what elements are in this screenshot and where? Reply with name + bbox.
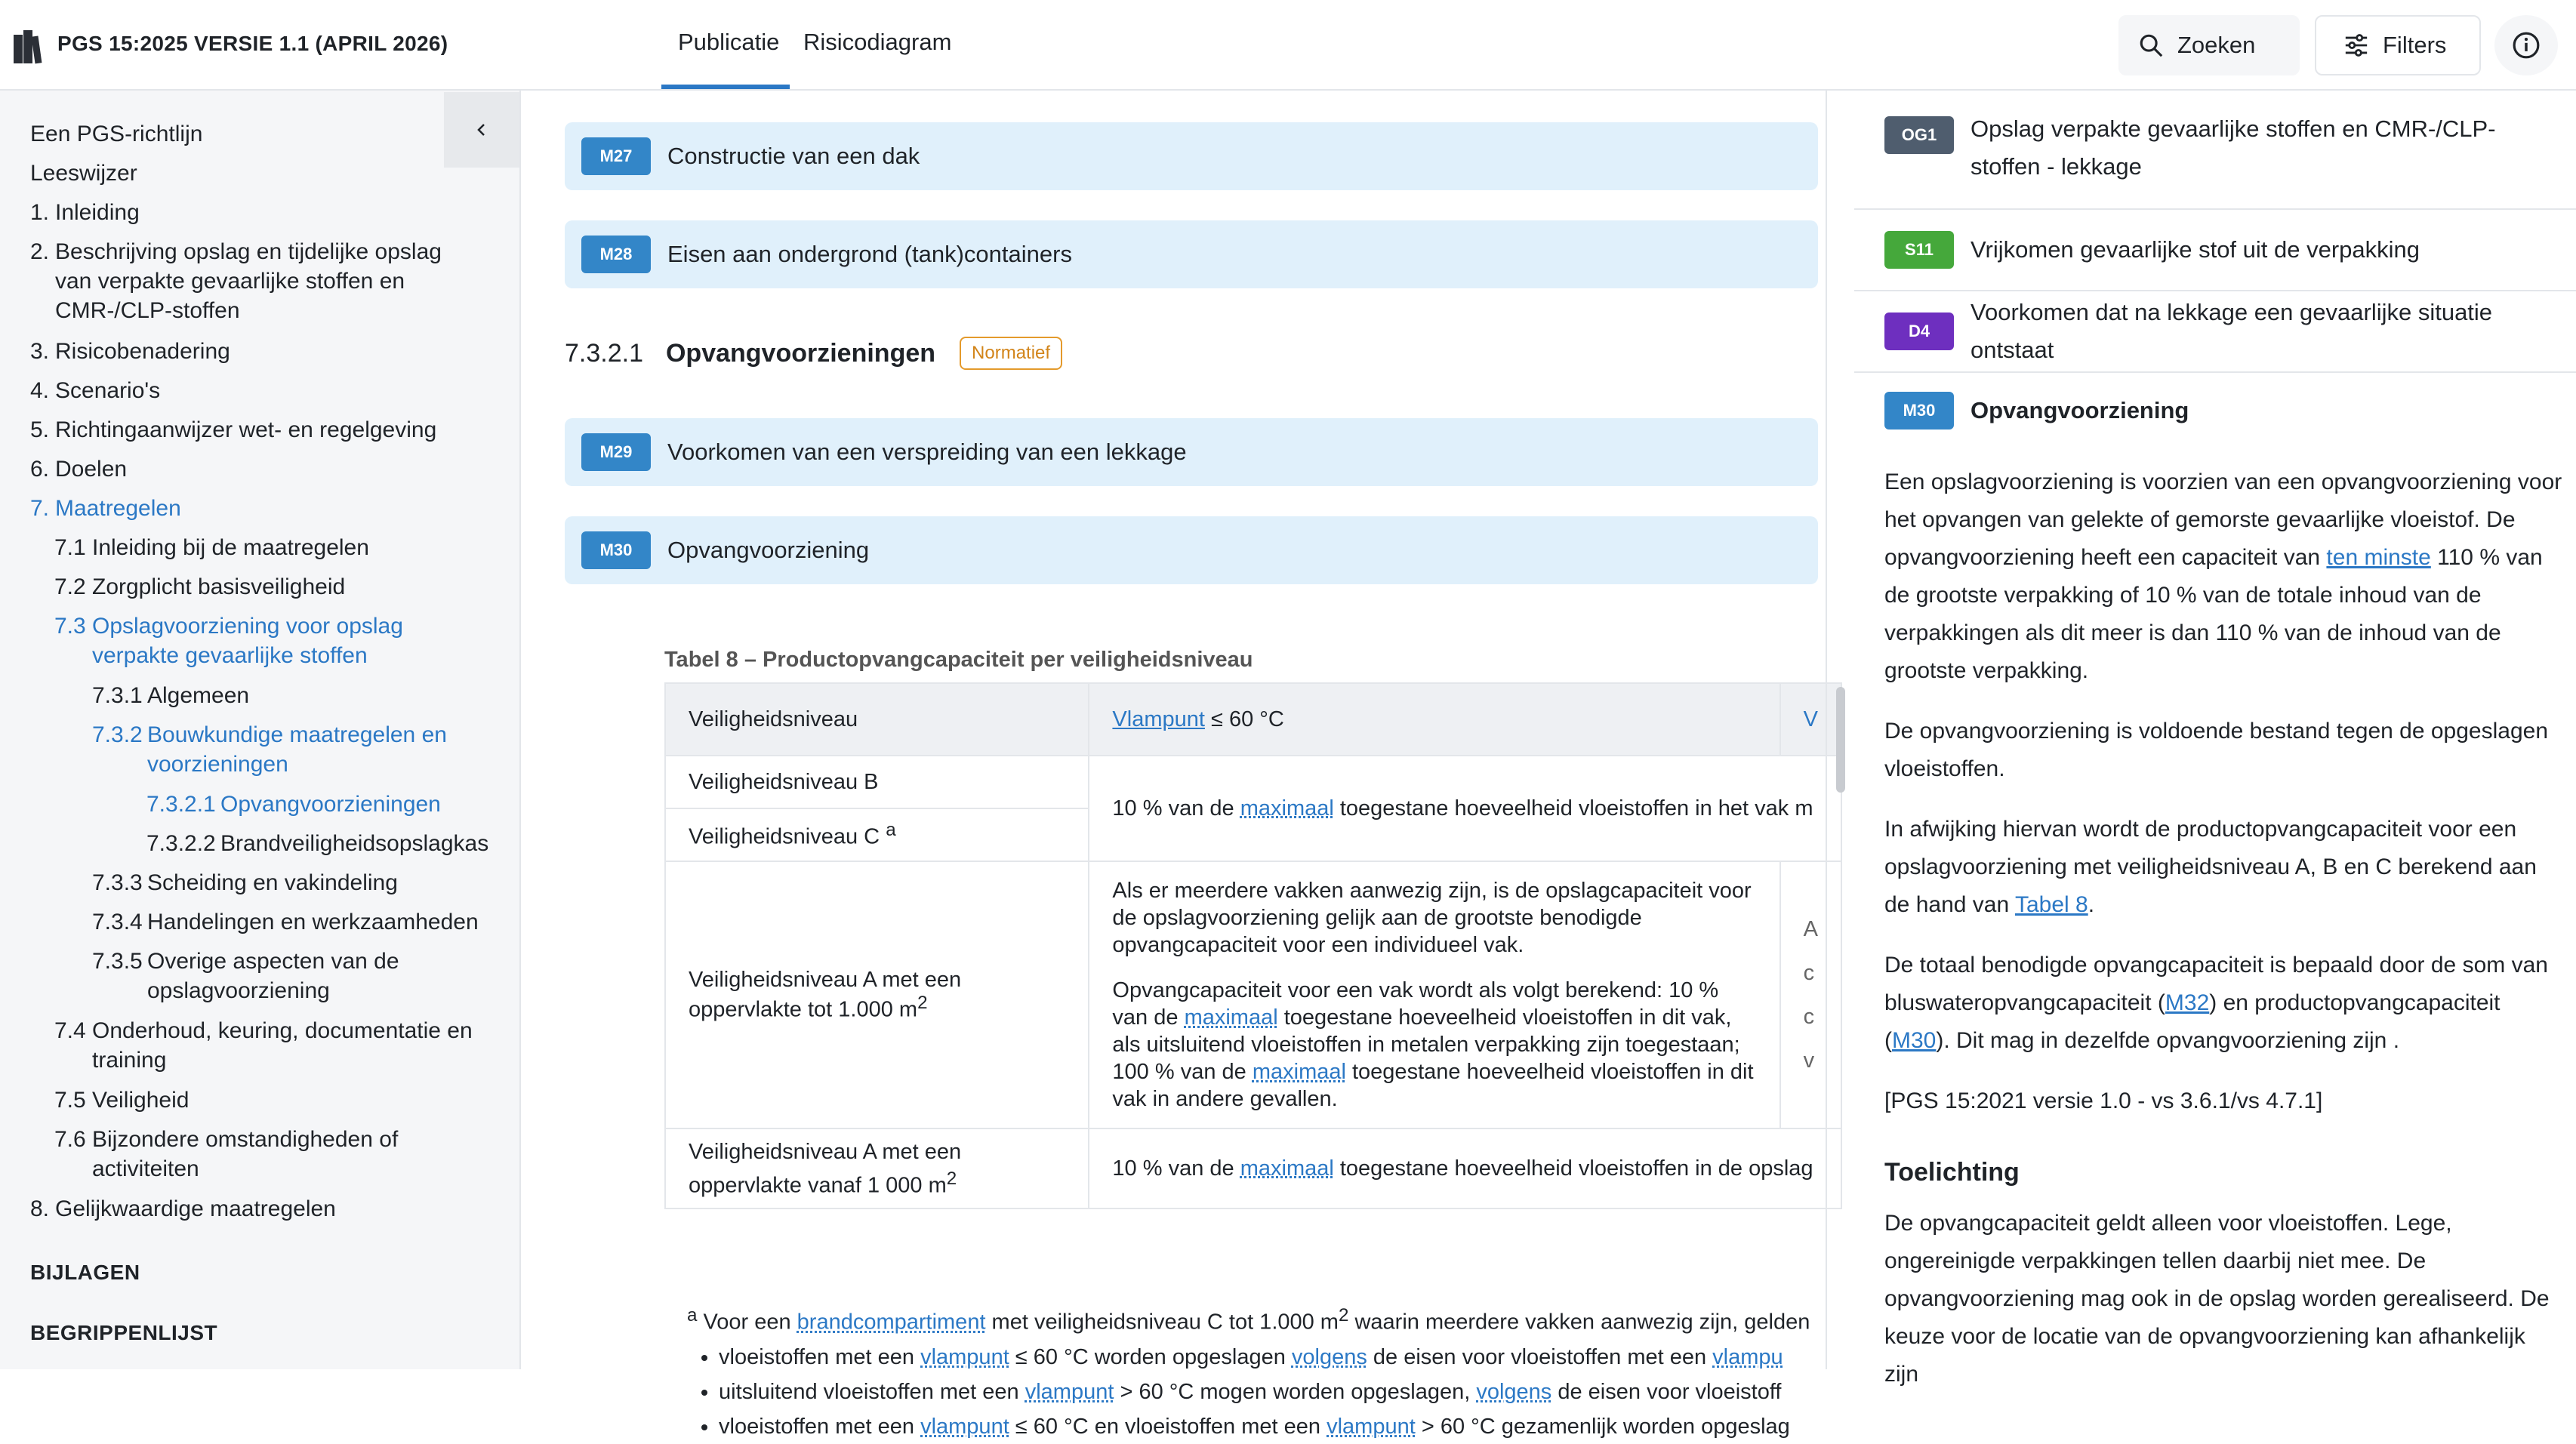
filters-button[interactable] <box>2315 15 2481 75</box>
table-header-cell: V <box>1780 683 1841 756</box>
table-cell <box>1089 861 1779 1128</box>
measure-code-badge: M29 <box>581 433 651 471</box>
measure-title: Voorkomen van een verspreiding van een lekkage <box>667 439 1187 465</box>
sidebar-item-number: 4. <box>30 378 50 403</box>
sidebar-item-bijzondere-omstandigheden[interactable] <box>54 1125 447 1184</box>
sidebar-item-label: Richtingaanwijzer wet- en regelgeving <box>55 417 437 442</box>
sidebar-item-number: 7.3.4 <box>92 910 143 934</box>
maximaal-link[interactable]: maximaal <box>1240 796 1334 821</box>
sidebar-item-algemeen[interactable] <box>92 681 249 710</box>
list-text: vloeistoffen met een <box>719 1414 921 1439</box>
sidebar-item-label: Gelijkwaardige maatregelen <box>55 1196 336 1221</box>
sidebar-item-overige-aspecten[interactable] <box>92 947 424 1005</box>
list-text: > 60 °C gezamenlijk worden opgeslag <box>1415 1414 1790 1439</box>
sidebar-item-label: Veiligheid <box>92 1088 190 1113</box>
footnote-marker: a <box>687 1305 698 1325</box>
sidebar-item-leeswijzer[interactable] <box>30 159 137 188</box>
sidebar-item-label: Opvangvoorzieningen <box>220 792 441 817</box>
sidebar-item-brandveiligheidsopslagkas[interactable] <box>146 829 488 858</box>
superscript: 2 <box>1338 1305 1349 1325</box>
measure-card-m29[interactable] <box>565 418 1818 486</box>
table-cell <box>665 1128 1089 1208</box>
search-icon <box>2138 32 2164 58</box>
cell-text: toegestane hoeveelheid vloeistoffen in dit vak, als uitsluitend vloeistoffen in metalen verpakking zijn toegestaan; 100 % van de <box>1112 1005 1740 1084</box>
measure-card-m28[interactable] <box>565 220 1818 288</box>
list-item <box>719 1409 1820 1444</box>
sidebar-item-number: 7.3.2.1 <box>146 792 216 817</box>
sidebar-item-label: Scenario's <box>55 378 161 403</box>
table-cell <box>665 861 1089 1128</box>
panel-paragraph <box>1884 463 2564 690</box>
sliders-icon <box>2343 32 2369 58</box>
sidebar-item-doelen[interactable] <box>30 454 127 484</box>
capacity-table <box>664 682 1842 1209</box>
section-title: Opvangvoorzieningen <box>665 338 936 368</box>
cell-paragraph: Als er meerdere vakken aanwezig zijn, is de opslagcapaciteit voor de opslagvoorziening gelijk aan de grootste benodigde opvangcapaciteit voor een individueel vak. <box>1112 879 1752 957</box>
superscript: 2 <box>917 992 928 1013</box>
sidebar-item-inleiding[interactable] <box>30 198 140 227</box>
table-cell <box>1089 1128 1841 1208</box>
sidebar-section-begrippenlijst[interactable]: BEGRIPPENLIJST <box>30 1321 218 1344</box>
panel-paragraph <box>1884 947 2564 1060</box>
sidebar-item-richtingaanwijzer[interactable] <box>30 415 436 445</box>
header-text: ≤ 60 °C <box>1204 707 1284 731</box>
vlampunt-link[interactable]: vlampunt <box>1025 1379 1114 1404</box>
sidebar-item-label: Brandveiligheidsopslagkas <box>220 831 489 856</box>
sidebar-item-number: 7.6 <box>54 1127 86 1152</box>
maximaal-link[interactable]: maximaal <box>1184 1005 1278 1030</box>
vlampunt-link[interactable]: vlampu <box>1712 1344 1783 1369</box>
footnote-text: met veiligheidsniveau C tot 1.000 m <box>985 1310 1339 1335</box>
measure-card-m30[interactable] <box>565 516 1818 584</box>
sidebar-item-label: Doelen <box>55 457 128 482</box>
cell-paragraph <box>1112 977 1756 1113</box>
table-row <box>665 861 1841 1128</box>
section-number: 7.3.2.1 <box>565 338 643 368</box>
tabel-8-link[interactable]: Tabel 8 <box>2014 892 2088 917</box>
paragraph-text: In afwijking hiervan wordt de productopvangcapaciteit voor een opslagvoorziening met veiligheidsniveau A, B en C berekend aan de hand van <box>1884 817 2537 917</box>
section-heading <box>565 337 1062 370</box>
main-scrollbar[interactable] <box>1836 687 1845 793</box>
paragraph-text: De totaal benodigde opvangcapaciteit is bepaald door de som van bluswateropvangcapaciteit ( <box>1884 953 2548 1015</box>
sidebar-item-label: Bouwkundige maatregelen en voorzieningen <box>147 722 447 777</box>
sidebar-item-number: 7.3.2.2 <box>146 831 216 856</box>
list-text: de eisen voor vloeistoff <box>1551 1379 1782 1404</box>
list-text: de eisen voor vloeistoffen met een <box>1367 1344 1713 1369</box>
table-cell-truncated <box>1780 861 1841 1128</box>
sidebar-item-label: Algemeen <box>147 683 250 708</box>
sidebar-item-number: 2. <box>30 239 50 264</box>
table-cell: Veiligheidsniveau B <box>665 756 1089 808</box>
sidebar-item-label: Beschrijving opslag en tijdelijke opslag van verpakte gevaarlijke stoffen en CMR-/CLP-stoffen <box>55 239 442 323</box>
table-footnote <box>664 1298 1820 1444</box>
panel-row-d4[interactable] <box>1854 291 2576 373</box>
sidebar-item-number: 8. <box>30 1196 50 1221</box>
vlampunt-link[interactable]: vlampunt <box>920 1414 1009 1439</box>
panel-paragraph: De opvangvoorziening is voldoende bestand tegen de opgeslagen vloeistoffen. <box>1884 719 2549 781</box>
toelichting-heading: Toelichting <box>1884 1158 2020 1187</box>
footnote-marker: a <box>886 820 896 841</box>
sidebar-item-scheiding[interactable] <box>92 868 398 897</box>
sidebar-item-number: 7.3.2 <box>92 722 143 747</box>
sidebar-item-number: 7.2 <box>54 574 86 599</box>
maximaal-link[interactable]: maximaal <box>1240 1156 1334 1181</box>
cell-text: toegestane hoeveelheid vloeistoffen in dit vak in andere gevallen. <box>1112 1060 1754 1111</box>
sidebar-item-number: 3. <box>30 339 50 364</box>
sidebar-item-gelijkwaardige-maatregelen[interactable] <box>30 1194 336 1224</box>
sidebar-item-opvangvoorzieningen[interactable] <box>146 790 441 819</box>
measure-card-m27[interactable] <box>565 122 1818 190</box>
sidebar-item-label: Handelingen en werkzaamheden <box>147 910 479 934</box>
m30-link[interactable]: M30 <box>1892 1028 1937 1053</box>
sidebar-item-label: Inleiding bij de maatregelen <box>92 535 369 560</box>
cell-text: Veiligheidsniveau A met een oppervlakte tot 1.000 m <box>689 967 962 1022</box>
detail-panel <box>1854 91 2576 1387</box>
table-header-cell <box>1089 683 1779 756</box>
code-badge: S11 <box>1884 231 1954 269</box>
cell-text: 10 % van de <box>1112 796 1240 821</box>
sidebar-item-number: 7.3.5 <box>92 949 143 974</box>
table-cell <box>1089 756 1841 861</box>
tab-publicatie[interactable]: Publicatie <box>678 29 780 55</box>
footnote-text: Voor een <box>697 1310 797 1335</box>
sidebar-item-maatregelen[interactable] <box>30 494 181 523</box>
sidebar-item-label: Leeswijzer <box>30 161 137 186</box>
table-cell <box>665 808 1089 861</box>
measure-code-badge: M27 <box>581 137 651 175</box>
table-header-cell: Veiligheidsniveau <box>665 683 1089 756</box>
m32-link[interactable]: M32 <box>2165 990 2210 1015</box>
panel-row-title: Vrijkomen gevaarlijke stof uit de verpakking <box>1971 236 2420 263</box>
info-icon <box>2512 31 2541 60</box>
sidebar-item-label: Zorgplicht basisveiligheid <box>92 574 346 599</box>
footnote-intro <box>664 1298 1820 1340</box>
paragraph-text: 110 % van de grootste verpakking of 10 % van de totale inhoud van de verpakkingen als dit meer is dan 110 % van de inhoud van de grootste verpakking. <box>1884 545 2543 683</box>
code-badge: OG1 <box>1884 116 1954 154</box>
info-button[interactable] <box>2494 15 2558 75</box>
measure-code-badge: M30 <box>581 531 651 569</box>
chevron-left-icon <box>473 121 491 139</box>
panel-row-s11[interactable] <box>1854 210 2576 291</box>
collapse-sidebar-button[interactable] <box>444 92 519 168</box>
sidebar-item-scenarios[interactable] <box>30 376 160 405</box>
table-row <box>665 1128 1841 1208</box>
panel-row-og1[interactable] <box>1854 91 2576 210</box>
sidebar-item-label: Opslagvoorziening voor opslag verpakte gevaarlijke stoffen <box>92 614 403 668</box>
panel-row-title: Voorkomen dat na lekkage een gevaarlijke situatie ontstaat <box>1971 299 2493 363</box>
sidebar-item-number: 7.4 <box>54 1018 86 1043</box>
sidebar-item-number: 7.3.1 <box>92 683 143 708</box>
sidebar-item-label: Scheiding en vakindeling <box>147 870 398 895</box>
list-text: ≤ 60 °C en vloeistoffen met een <box>1009 1414 1327 1439</box>
table-caption: Tabel 8 – Productopvangcapaciteit per veiligheidsniveau <box>664 648 1253 672</box>
volgens-link[interactable]: volgens <box>1291 1344 1367 1369</box>
volgens-link[interactable]: volgens <box>1476 1379 1552 1404</box>
sidebar-item-number: 5. <box>30 417 50 442</box>
list-text: ≤ 60 °C worden opgeslagen <box>1009 1344 1292 1369</box>
sidebar-item-opslagvoorziening[interactable] <box>54 611 477 670</box>
vlampunt-link[interactable]: Vlampunt <box>1112 707 1205 731</box>
panel-paragraph <box>1884 811 2564 924</box>
vlampunt-link[interactable]: vlampunt <box>1327 1414 1416 1439</box>
search-button[interactable] <box>2118 15 2300 75</box>
sidebar-item-number: 1. <box>30 200 50 225</box>
cell-text: Veiligheidsniveau A met een oppervlakte vanaf 1 000 m <box>689 1139 962 1198</box>
search-label: Zoeken <box>2177 32 2256 58</box>
sidebar-section-bijlagen[interactable]: BIJLAGEN <box>30 1261 140 1284</box>
maximaal-link[interactable]: maximaal <box>1252 1060 1346 1084</box>
measure-heading: Opvangvoorziening <box>1971 397 2189 423</box>
sidebar-item-label: Inleiding <box>55 200 140 225</box>
sidebar-item-label: Overige aspecten van de opslagvoorziening <box>147 949 399 1003</box>
main-content <box>522 91 1826 1439</box>
paragraph-text: ). Dit mag in dezelfde opvangvoorziening zijn . <box>1936 1028 2400 1053</box>
sidebar-item-onderhoud[interactable] <box>54 1016 507 1075</box>
footnote-list <box>719 1340 1820 1444</box>
sidebar-item-label: Bijzondere omstandigheden of activiteiten <box>92 1127 399 1181</box>
tab-risicodiagram[interactable]: Risicodiagram <box>803 29 952 55</box>
cell-text: 10 % van de <box>1112 1156 1240 1181</box>
source-reference: [PGS 15:2021 versie 1.0 - vs 3.6.1/vs 4.7.1] <box>1884 1088 2323 1113</box>
sidebar-toc <box>0 91 521 1369</box>
top-header <box>0 0 2576 91</box>
list-text: > 60 °C mogen worden opgeslagen, <box>1114 1379 1477 1404</box>
cell-text: Veiligheidsniveau C <box>689 824 880 849</box>
panel-divider <box>1826 91 1827 1369</box>
measure-title: Opvangvoorziening <box>667 537 870 563</box>
sidebar-item-zorgplicht[interactable] <box>54 572 345 602</box>
sidebar-item-risicobenadering[interactable] <box>30 337 230 366</box>
code-badge: M30 <box>1884 392 1954 430</box>
table-header-row <box>665 683 1841 756</box>
panel-measure-header <box>1854 373 2576 448</box>
sidebar-item-inleiding-maatregelen[interactable] <box>54 533 369 562</box>
sidebar-item-pgs-richtlijn[interactable] <box>30 119 202 149</box>
sidebar-item-number: 7.1 <box>54 535 86 560</box>
list-text: vloeistoffen met een <box>719 1344 921 1369</box>
cell-fragment: c <box>1803 961 1815 985</box>
cell-fragment: c <box>1803 1005 1815 1029</box>
code-badge: D4 <box>1884 313 1954 350</box>
cell-text: Opvangcapaciteit voor een vak wordt als volgt berekend: 10 % van de <box>1112 978 1719 1030</box>
cell-text: toegestane hoeveelheid vloeistoffen in het vak m <box>1333 796 1813 821</box>
footnote-text: waarin meerdere vakken aanwezig zijn, gelden <box>1348 1310 1810 1335</box>
paragraph-text: . <box>2088 892 2095 917</box>
cell-text: toegestane hoeveelheid vloeistoffen in de opslag <box>1333 1156 1813 1181</box>
paragraph-text: Een opslagvoorziening is voorzien van een opvangvoorziening voor het opvangen van gelekte of gemorste gevaarlijke vloeistof. De opvangvoorziening heeft een capaciteit van <box>1884 470 2562 570</box>
sidebar-item-veiligheid[interactable] <box>54 1085 189 1115</box>
list-item <box>719 1340 1820 1375</box>
normatief-badge: Normatief <box>960 337 1062 370</box>
panel-row-title: Opslag verpakte gevaarlijke stoffen en CMR-/CLP-stoffen - lekkage <box>1971 115 2496 180</box>
paragraph-text: ) en productopvangcapaciteit ( <box>1884 990 2501 1053</box>
sidebar-item-label: Onderhoud, keuring, documentatie en training <box>92 1018 473 1073</box>
ten-minste-link[interactable]: ten minste <box>2326 545 2431 570</box>
filters-label: Filters <box>2383 32 2447 58</box>
toelichting-paragraph: De opvangcapaciteit geldt alleen voor vloeistoffen. Lege, ongereinigde verpakkingen tellen daarbij niet mee. De opvangvoorziening mag ook in de opslag worden gerealiseerd. De keuze voor de locatie van de opvangvoorziening kan afhankelijk zijn <box>1884 1211 2550 1387</box>
sidebar-item-label: Risicobenadering <box>55 339 230 364</box>
measure-title: Constructie van een dak <box>667 143 920 169</box>
sidebar-item-beschrijving[interactable] <box>30 237 483 325</box>
table-row <box>665 756 1841 808</box>
sidebar-item-number: 7.3.3 <box>92 870 143 895</box>
cell-fragment: v <box>1803 1048 1815 1073</box>
sidebar-item-number: 7.3 <box>54 614 86 639</box>
sidebar-item-handelingen[interactable] <box>92 907 479 937</box>
sidebar-item-bouwkundige-maatregelen[interactable] <box>92 720 485 779</box>
list-item <box>719 1375 1820 1409</box>
active-tab-indicator <box>661 85 790 89</box>
book-stack-icon <box>12 27 42 65</box>
sidebar-item-label: Maatregelen <box>55 496 181 521</box>
sidebar-item-number: 7. <box>30 496 50 521</box>
cell-fragment: A <box>1803 917 1818 941</box>
app-title: PGS 15:2025 VERSIE 1.1 (APRIL 2026) <box>57 32 448 55</box>
brandcompartiment-link[interactable]: brandcompartiment <box>797 1310 986 1335</box>
measure-title: Eisen aan ondergrond (tank)containers <box>667 241 1072 267</box>
superscript: 2 <box>946 1168 957 1189</box>
sidebar-item-number: 7.5 <box>54 1088 86 1113</box>
sidebar-item-label: Een PGS-richtlijn <box>30 122 203 146</box>
sidebar-item-number: 6. <box>30 457 50 482</box>
list-text: uitsluitend vloeistoffen met een <box>719 1379 1025 1404</box>
measure-code-badge: M28 <box>581 236 651 273</box>
vlampunt-link[interactable]: vlampunt <box>920 1344 1009 1369</box>
